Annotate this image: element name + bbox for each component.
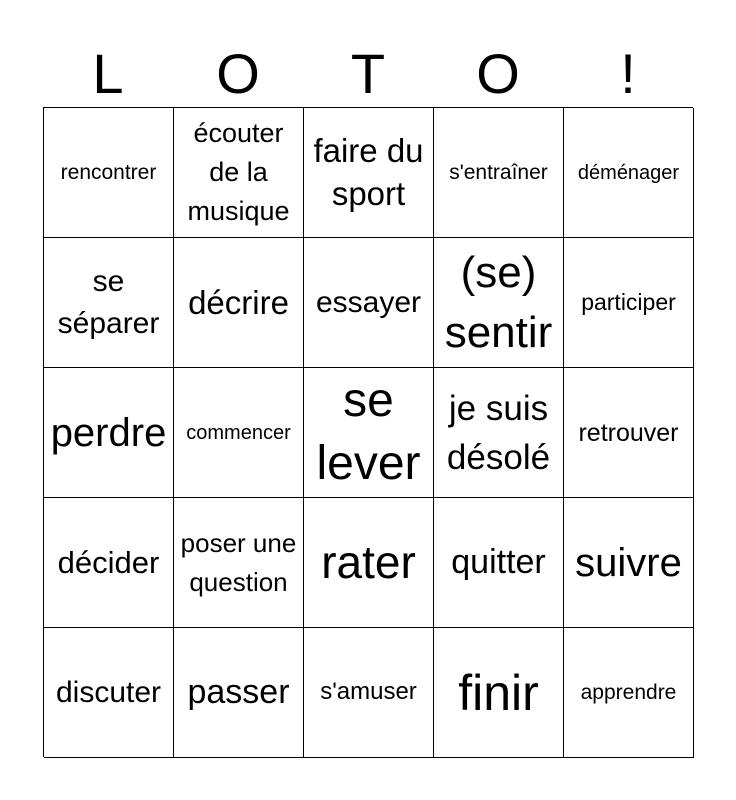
cell-label: essayer xyxy=(315,285,422,319)
bingo-cell[interactable] xyxy=(434,498,564,628)
cell-label: se lever xyxy=(316,374,421,490)
bingo-cell[interactable] xyxy=(44,238,174,368)
bingo-cell[interactable] xyxy=(564,368,694,498)
bingo-cell[interactable] xyxy=(564,628,694,758)
bingo-cell[interactable] xyxy=(304,628,434,758)
bingo-cell[interactable] xyxy=(434,368,564,498)
title-letter: ! xyxy=(620,42,636,105)
cell-label: participer xyxy=(581,288,676,315)
cell-label: retrouver xyxy=(578,418,679,447)
cell-label: discuter xyxy=(55,675,162,709)
title-letter: T xyxy=(350,42,386,105)
cell-label: rencontrer xyxy=(60,160,157,184)
cell-label: apprendre xyxy=(580,680,677,704)
cell-label: poser une question xyxy=(180,527,297,597)
cell-label: faire du sport xyxy=(313,131,424,212)
cell-label: finir xyxy=(458,664,539,721)
title-letter: O xyxy=(216,42,260,105)
bingo-cell[interactable] xyxy=(564,108,694,238)
cell-label: déménager xyxy=(577,161,680,184)
cell-label: (se) sentir xyxy=(444,248,553,357)
bingo-cell[interactable] xyxy=(174,238,304,368)
bingo-cell[interactable] xyxy=(434,238,564,368)
bingo-cell[interactable] xyxy=(174,108,304,238)
bingo-board xyxy=(43,107,693,757)
bingo-title xyxy=(43,40,693,108)
bingo-cell[interactable] xyxy=(304,238,434,368)
bingo-cell[interactable] xyxy=(174,498,304,628)
cell-label: s'entraîner xyxy=(449,160,548,184)
cell-label: passer xyxy=(187,673,290,712)
cell-label: décrire xyxy=(188,283,289,321)
bingo-cell[interactable] xyxy=(304,498,434,628)
bingo-cell[interactable] xyxy=(434,108,564,238)
bingo-cell[interactable] xyxy=(174,628,304,758)
bingo-cell[interactable] xyxy=(44,498,174,628)
cell-label: s'amuser xyxy=(320,678,417,706)
bingo-cell[interactable] xyxy=(564,238,694,368)
bingo-cell[interactable] xyxy=(304,108,434,238)
bingo-cell[interactable] xyxy=(304,368,434,498)
bingo-cell[interactable] xyxy=(434,628,564,758)
cell-label: rater xyxy=(321,535,416,588)
cell-label: commencer xyxy=(186,421,291,444)
title-letter: O xyxy=(476,42,520,105)
cell-label: je suis désolé xyxy=(446,388,551,477)
title-letter: L xyxy=(92,42,124,105)
cell-label: décider xyxy=(57,544,160,580)
cell-label: suivre xyxy=(575,540,682,585)
bingo-cell[interactable] xyxy=(44,628,174,758)
cell-label: se séparer xyxy=(57,264,160,340)
bingo-cell[interactable] xyxy=(44,368,174,498)
bingo-cell[interactable] xyxy=(564,498,694,628)
cell-label: écouter de la musique xyxy=(187,117,290,227)
cell-label: perdre xyxy=(50,410,167,455)
cell-label: quitter xyxy=(451,543,546,582)
bingo-cell[interactable] xyxy=(174,368,304,498)
bingo-cell[interactable] xyxy=(44,108,174,238)
